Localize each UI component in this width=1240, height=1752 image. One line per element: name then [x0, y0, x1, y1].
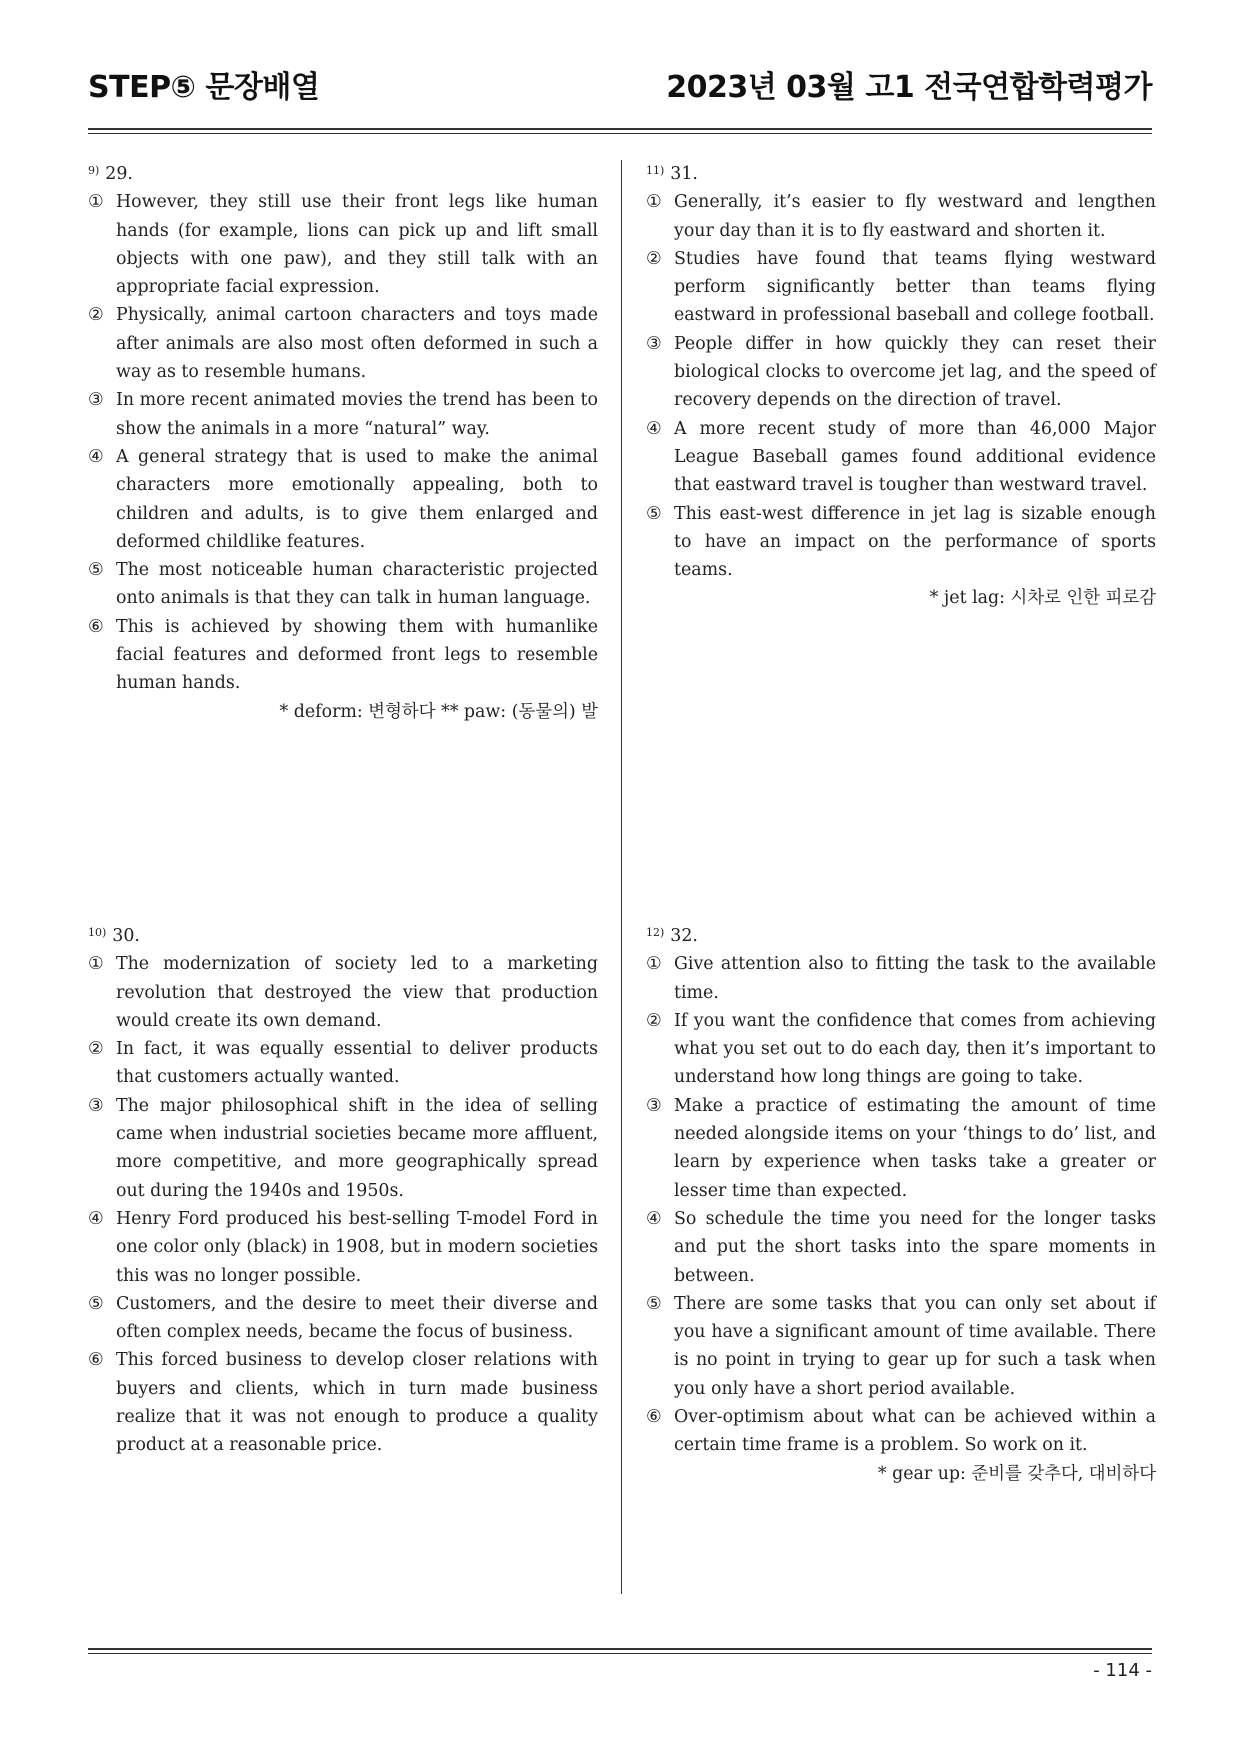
list-item: ⑤ Customers, and the desire to meet their diverse and often complex needs, became the focus of business.: [88, 1293, 598, 1343]
list-item: ② If you want the confidence that comes from achieving what you set out to do each day, then it’s important to understand how long things are going to take.: [646, 1010, 1156, 1088]
list-item: ② Studies have found that teams flying westward perform significantly better than teams flying eastward in professional baseball and college football.: [646, 248, 1156, 326]
list-item: ③ Make a practice of estimating the amount of time needed alongside items on your ‘things to do’ list, and learn by experience when tasks take a greater or lesser time than expected.: [646, 1095, 1156, 1201]
list-item: ④ So schedule the time you need for the longer tasks and put the short tasks into the spare moments in between.: [646, 1208, 1156, 1286]
column-divider: [621, 160, 622, 1594]
question-number: $^{9)}$ 29.: [88, 164, 133, 184]
list-item: ⑤ This east-west difference in jet lag is sizable enough to have an impact on the performance of sports teams.: [646, 503, 1156, 581]
list-item: ① Give attention also to fitting the task to the available time.: [646, 954, 1156, 1003]
question-31: [646, 157, 1156, 613]
question-number: $^{12)}$ 32.: [646, 926, 698, 946]
header-rule-thin: [88, 133, 1152, 134]
list-item: ④ A more recent study of more than 46,000 Major League Baseball games found additional evidence that eastward travel is tougher than westward travel.: [646, 418, 1156, 496]
footer-rule-thin: [88, 1653, 1152, 1654]
vocab-note: * deform: 변형하다 ** paw: (동물의) 발: [279, 701, 598, 722]
section-title: STEP⑤ 문장배열: [88, 70, 320, 105]
page-header: [88, 62, 1152, 105]
vocab-note: * gear up: 준비를 갖추다, 대비하다: [877, 1463, 1156, 1484]
list-item: ① The modernization of society led to a marketing revolution that destroyed the view that production would create its own demand.: [88, 954, 598, 1031]
question-32: [646, 919, 1156, 1488]
list-item: ① However, they still use their front legs like human hands (for example, lions can pick up and lift small objects with one paw), and they still talk with an appropriate facial expression.: [88, 192, 598, 298]
list-item: ⑥ Over-optimism about what can be achieved within a certain time frame is a problem. So work on it.: [646, 1407, 1156, 1456]
list-item: ⑥ This forced business to develop closer relations with buyers and clients, which in turn made business realize that it was not enough to produce a quality product at a reasonable price.: [88, 1350, 598, 1456]
vocab-note: * jet lag: 시차로 인한 피로감: [929, 588, 1156, 609]
footer-rule: [88, 1648, 1152, 1650]
header-rule: [88, 128, 1152, 130]
question-30: [88, 919, 598, 1460]
list-item: ③ In more recent animated movies the trend has been to show the animals in a more “natural” way.: [88, 390, 598, 439]
list-item: ④ A general strategy that is used to make the animal characters more emotionally appealing, both to children and adults, is to give them enlarged and deformed childlike features.: [88, 446, 598, 552]
question-number: $^{10)}$ 30.: [88, 926, 140, 946]
list-item: ⑤ There are some tasks that you can only set about if you have a significant amount of time available. There is no point in trying to gear up for such a task when you only have a short period available.: [646, 1293, 1156, 1399]
page-number: - 114 -: [1093, 1660, 1152, 1681]
question-29: [88, 157, 598, 726]
list-item: ① Generally, it’s easier to fly westward and lengthen your day than it is to fly eastward and shorten it.: [646, 192, 1156, 241]
question-number: $^{11)}$ 31.: [646, 164, 698, 184]
list-item: ② Physically, animal cartoon characters and toys made after animals are also most often deformed in such a way as to resemble humans.: [88, 305, 598, 383]
list-item: ⑤ The most noticeable human characteristic projected onto animals is that they can talk in human language.: [88, 560, 598, 609]
list-item: ④ Henry Ford produced his best-selling T-model Ford in one color only (black) in 1908, but in modern societies this was no longer possible.: [88, 1208, 598, 1286]
list-item: ⑥ This is achieved by showing them with humanlike facial features and deformed front legs to resemble human hands.: [88, 616, 598, 694]
list-item: ③ People differ in how quickly they can reset their biological clocks to overcome jet lag, and the speed of recovery depends on the direction of travel.: [646, 333, 1156, 411]
exam-title: 2023년 03월 고1 전국연합학력평가: [666, 70, 1152, 105]
list-item: ③ The major philosophical shift in the idea of selling came when industrial societies became more affluent, more competitive, and more geographically spread out during the 1940s and 1950s.: [88, 1095, 598, 1201]
list-item: ② In fact, it was equally essential to deliver products that customers actually wanted.: [88, 1039, 598, 1088]
